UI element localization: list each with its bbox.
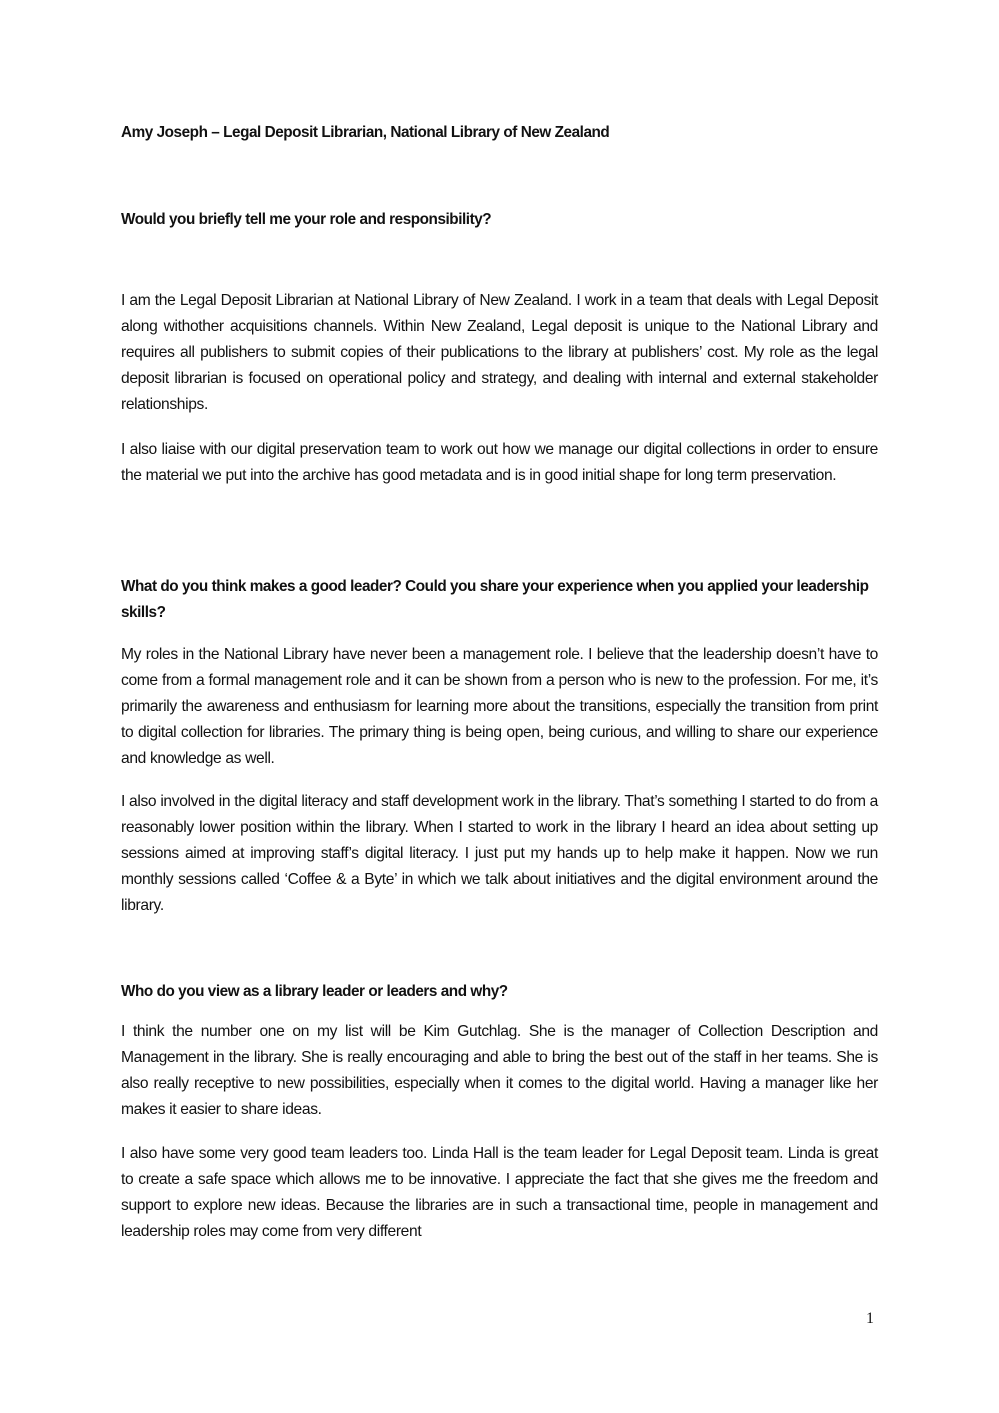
- answer-role-paragraph-1: I am the Legal Deposit Librarian at National Library of New Zealand. I work in a team that deals with Legal Deposit along withother acquisitions channels. Within New Zealand, Legal deposit is unique to the National Library and requires all publishers to submit copies of their publications to the library at publishers’ cost. My role as the legal deposit librarian is focused on operational policy and strategy, and dealing with internal and external stakeholder relationships.: [121, 292, 878, 413]
- answer-leader-paragraph-2: I also involved in the digital literacy and staff development work in the library. That’s something I started to do from a reasonably lower position within the library. When I started to work in the library I heard an idea about setting up sessions aimed at improving staff’s digital literacy. I just put my hands up to help make it happen. Now we run monthly sessions called ‘Coffee & a Byte’ in which we talk about initiatives and the digital environment around the library.: [121, 793, 878, 914]
- question-good-leader: What do you think makes a good leader? Could you share your experience when you applied your leadership skills?: [121, 578, 869, 621]
- answer-role-paragraph-2: I also liaise with our digital preservation team to work out how we manage our digital collections in order to ensure the material we put into the archive has good metadata and is in good initial shape for long term preservation.: [121, 441, 878, 484]
- answer-leader-paragraph-1: My roles in the National Library have never been a management role. I believe that the leadership doesn’t have to come from a formal management role and it can be shown from a person who is new to the profession. For me, it’s primarily the awareness and enthusiasm for learning more about the transitions, especially the transition from print to digital collection for libraries. The primary thing is being open, being curious, and willing to share our experience and knowledge as well.: [121, 646, 878, 767]
- document-title: Amy Joseph – Legal Deposit Librarian, National Library of New Zealand: [121, 124, 610, 141]
- answer-library-leaders-paragraph-1: I think the number one on my list will be Kim Gutchlag. She is the manager of Collection Description and Management in the library. She is really encouraging and able to bring the best out of the staff in her teams. She is also really receptive to new possibilities, especially when it comes to the digital world. Having a manager like her makes it easier to share ideas.: [121, 1023, 878, 1118]
- answer-library-leaders-paragraph-2: I also have some very good team leaders too. Linda Hall is the team leader for Legal Deposit team. Linda is great to create a safe space which allows me to be innovative. I appreciate the fact that she gives me the freedom and support to explore new ideas. Because the libraries are in such a transactional time, people in management and leadership roles may come from very different: [121, 1145, 878, 1240]
- page-number: 1: [866, 1310, 874, 1327]
- question-role: Would you briefly tell me your role and responsibility?: [121, 211, 492, 228]
- question-library-leaders: Who do you view as a library leader or leaders and why?: [121, 983, 508, 1000]
